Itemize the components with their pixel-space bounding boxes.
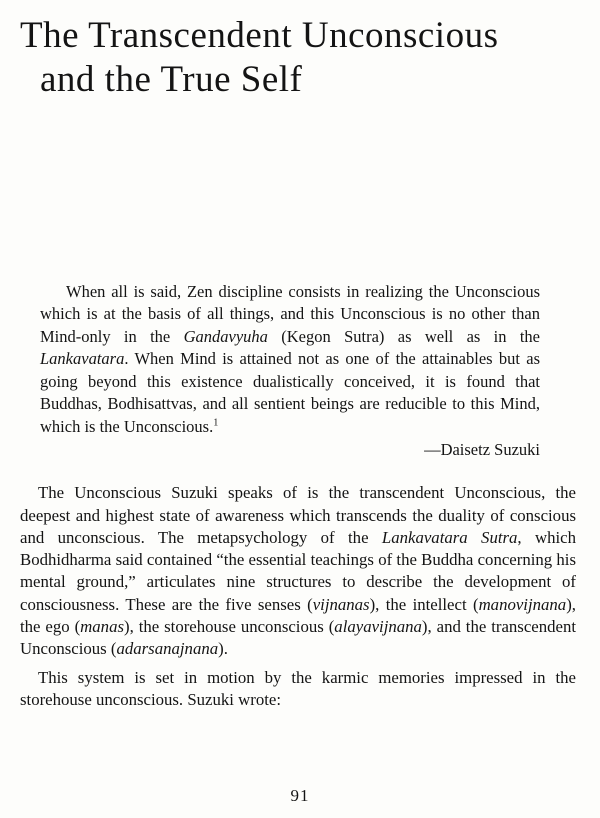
- chapter-title-line1: The Transcendent Unconscious: [20, 15, 499, 56]
- chapter-title-line2: and the True Self: [40, 59, 303, 101]
- chapter-title: [20, 14, 576, 103]
- quote-attribution: —Daisetz Suzuki: [424, 440, 540, 460]
- page-number: 91: [290, 786, 310, 805]
- body-paragraph-2: This system is set in motion by the karmic memories impressed in the storehouse unconscious. Suzuki wrote:: [20, 667, 576, 709]
- block-quote: When all is said, Zen discipline consists in realizing the Unconscious which is at the basis of all things, and this Unconscious is no other than Mind-only in the Gandavyuha (Kegon Sutra) as well as in the Lankavatara. When Mind is attained not as one of the attainables but as going beyond this existence dualistically conceived, it is found that Buddhas, Bodhisattvas, and all sentient beings are reducible to this Mind, which is the Unconscious.$^1$: [40, 281, 540, 436]
- body-paragraph-1: The Unconscious Suzuki speaks of is the transcendent Unconscious, the deepest and highest state of awareness which transcends the duality of conscious and unconscious. The metapsychology of the Lankavatara Sutra, which Bodhidharma said contained “the essential teachings of the Buddha concerning his mental ground,” articulates nine structures to describe the development of consciousness. These are the five senses (vijnanas), the intellect (manovijnana), the ego (manas), the storehouse unconscious (alayavijnana), and the transcendent Unconscious (adarsanajnana).: [20, 483, 577, 659]
